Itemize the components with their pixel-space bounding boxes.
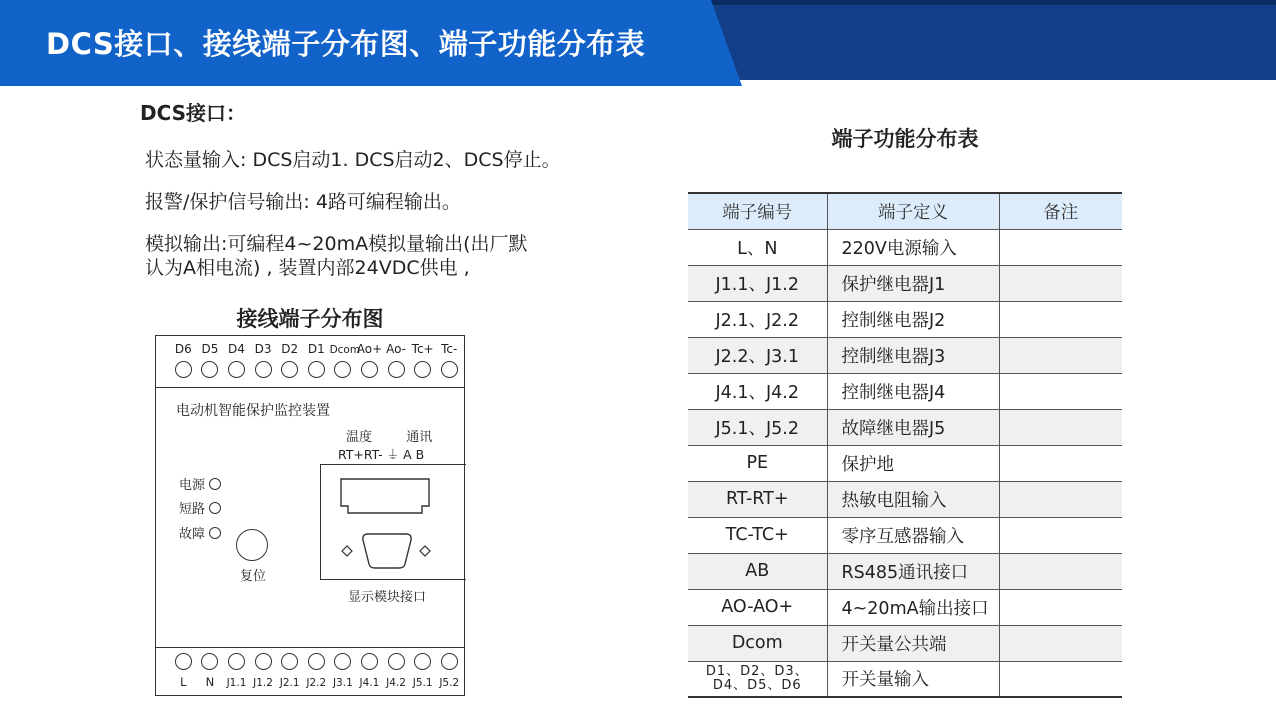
bottom-terminal-slot	[356, 653, 383, 674]
top-terminal-slot	[303, 361, 330, 382]
led-short-indicator	[209, 502, 221, 514]
top-terminal-slot	[223, 361, 250, 382]
cell-terminal-def: 开关量输入	[827, 661, 999, 697]
temp-label: 温度	[346, 430, 373, 445]
ab-label: A B	[403, 447, 425, 462]
led-short	[179, 498, 221, 517]
top-terminal-slot	[197, 361, 224, 382]
cell-terminal-id: J1.1、J1.2	[688, 265, 827, 301]
terminal-screw-icon	[334, 653, 351, 670]
analog-output-line2: 认为A相电流) , 装置内部24VDC供电 ,	[145, 257, 470, 279]
terminal-screw-icon	[441, 653, 458, 670]
bottom-terminal-slot	[250, 653, 277, 674]
terminal-screw-icon	[414, 361, 431, 378]
table-row	[688, 589, 1122, 625]
led-fault-label: 故障	[179, 527, 206, 542]
terminal-screw-icon	[255, 361, 272, 378]
led-power-label: 电源	[179, 478, 206, 493]
terminal-screw-icon	[388, 653, 405, 670]
header-note: 备注	[999, 193, 1122, 229]
bottom-terminal-label: L	[180, 675, 187, 689]
cell-terminal-id: PE	[688, 445, 827, 481]
top-terminal-label: Ao-	[386, 342, 406, 356]
bottom-terminal-label: J3.1	[332, 677, 353, 689]
cell-id-line2: D4、D5、D6	[712, 677, 802, 693]
cell-terminal-def: RS485通讯接口	[827, 553, 999, 589]
top-terminal-slot	[436, 361, 463, 382]
table-row	[688, 301, 1122, 337]
rt-label: RT+RT- ⏚	[338, 447, 400, 462]
bottom-terminal-slot	[330, 653, 357, 674]
terminal-screw-icon	[414, 653, 431, 670]
top-terminal-slot	[409, 361, 436, 382]
table-row	[688, 481, 1122, 517]
cell-terminal-def: 控制继电器J3	[827, 337, 999, 373]
top-terminal-strip	[156, 336, 464, 388]
table-title: 端子功能分布表	[831, 127, 979, 151]
cell-terminal-def: 零序互感器输入	[827, 517, 999, 553]
bottom-terminal-circles	[170, 653, 463, 674]
cell-terminal-def: 控制继电器J2	[827, 301, 999, 337]
cell-terminal-def: 开关量公共端	[827, 625, 999, 661]
table-header-row	[688, 193, 1122, 229]
bottom-terminal-label: J5.1	[412, 677, 433, 689]
cell-terminal-id: L、N	[688, 229, 827, 265]
cell-note	[999, 409, 1122, 445]
cell-terminal-id	[688, 661, 827, 697]
bottom-terminal-label: J5.2	[439, 677, 460, 689]
bottom-terminal-label: N	[205, 675, 215, 689]
terminal-screw-icon	[334, 361, 351, 378]
led-power-indicator	[209, 478, 221, 490]
reset-label: 复位	[240, 569, 267, 584]
top-terminal-slot	[250, 361, 277, 382]
cell-terminal-def: 热敏电阻输入	[827, 481, 999, 517]
led-power	[179, 474, 221, 493]
terminal-screw-icon	[255, 653, 272, 670]
bottom-terminal-label: J2.2	[306, 677, 327, 689]
cell-note	[999, 625, 1122, 661]
terminal-screw-icon	[228, 361, 245, 378]
table-row	[688, 265, 1122, 301]
cell-note	[999, 553, 1122, 589]
cell-terminal-def: 保护继电器J1	[827, 265, 999, 301]
top-terminal-label: Dcom	[329, 344, 361, 356]
terminal-screw-icon	[281, 653, 298, 670]
bottom-terminal-slot	[170, 653, 197, 674]
table-row	[688, 445, 1122, 481]
cell-terminal-id: AO-AO+	[688, 589, 827, 625]
top-terminal-label: D3	[254, 342, 272, 356]
temp-comm-labels	[346, 426, 432, 445]
header-terminal-def: 端子定义	[827, 193, 999, 229]
top-terminal-slot	[330, 361, 357, 382]
cell-note	[999, 661, 1122, 697]
top-terminal-circles	[170, 361, 463, 382]
terminal-screw-icon	[201, 653, 218, 670]
cell-terminal-def: 220V电源输入	[827, 229, 999, 265]
bottom-terminal-label: J2.1	[279, 677, 300, 689]
rt-ab-labels	[338, 445, 424, 463]
cell-terminal-def: 4~20mA输出接口	[827, 589, 999, 625]
display-interface-label: 显示模块接口	[348, 590, 427, 605]
table-row	[688, 373, 1122, 409]
bottom-terminal-slot	[436, 653, 463, 674]
cell-terminal-id: J5.1、J5.2	[688, 409, 827, 445]
bottom-terminal-strip	[156, 647, 464, 695]
alarm-output-text: 报警/保护信号输出: 4路可编程输出。	[145, 191, 461, 213]
connector-icon	[340, 478, 430, 514]
bottom-terminal-labels	[170, 675, 463, 689]
top-terminal-label: D1	[307, 342, 325, 356]
cell-note	[999, 517, 1122, 553]
terminal-screw-icon	[441, 361, 458, 378]
table-row	[688, 625, 1122, 661]
bottom-terminal-slot	[223, 653, 250, 674]
cell-note	[999, 481, 1122, 517]
table-row	[688, 409, 1122, 445]
cell-note	[999, 589, 1122, 625]
terminal-function-table	[688, 192, 1122, 698]
bottom-terminal-slot	[409, 653, 436, 674]
cell-terminal-id: J2.2、J3.1	[688, 337, 827, 373]
terminal-diagram	[155, 335, 465, 696]
bottom-terminal-slot	[197, 653, 224, 674]
comm-label: 通讯	[406, 430, 433, 445]
terminal-screw-icon	[228, 653, 245, 670]
terminal-screw-icon	[281, 361, 298, 378]
led-fault-indicator	[209, 527, 221, 539]
top-terminal-slot	[170, 361, 197, 382]
top-terminal-labels	[170, 342, 463, 356]
cell-note	[999, 265, 1122, 301]
table-row	[688, 553, 1122, 589]
cell-terminal-def: 控制继电器J4	[827, 373, 999, 409]
led-fault	[179, 523, 221, 542]
cell-terminal-id: TC-TC+	[688, 517, 827, 553]
cell-terminal-def: 保护地	[827, 445, 999, 481]
terminal-screw-icon	[308, 361, 325, 378]
bottom-terminal-slot	[303, 653, 330, 674]
terminal-screw-icon	[388, 361, 405, 378]
top-terminal-label: D4	[228, 342, 245, 356]
bottom-terminal-label: J1.2	[253, 677, 273, 689]
top-terminal-slot	[383, 361, 410, 382]
analog-output-text	[145, 232, 585, 280]
top-terminal-label: Tc-	[441, 342, 458, 356]
top-terminal-slot	[356, 361, 383, 382]
page-title: DCS接口、接线端子分布图、端子功能分布表	[46, 27, 646, 61]
cell-note	[999, 373, 1122, 409]
bottom-terminal-label: J4.2	[386, 677, 406, 689]
cell-terminal-id: Dcom	[688, 625, 827, 661]
status-input-text: 状态量输入: DCS启动1. DCS启动2、DCS停止。	[145, 149, 561, 171]
cell-note	[999, 445, 1122, 481]
cell-id-line1: D1、D2、D3、	[705, 663, 809, 679]
cell-note	[999, 337, 1122, 373]
top-terminal-label: Ao+	[356, 342, 383, 356]
top-terminal-slot	[276, 361, 303, 382]
reset-button	[236, 529, 268, 561]
table-row	[688, 337, 1122, 373]
top-terminal-label: D2	[281, 342, 299, 356]
bottom-terminal-label: J1.1	[226, 677, 247, 689]
terminal-screw-icon	[175, 653, 192, 670]
bottom-terminal-label: J4.1	[359, 677, 380, 689]
bottom-terminal-slot	[383, 653, 410, 674]
banner-dark-band	[700, 0, 1276, 80]
cell-terminal-id: J2.1、J2.2	[688, 301, 827, 337]
top-terminal-label: Tc+	[411, 342, 434, 356]
table-row	[688, 661, 1122, 697]
terminal-screw-icon	[308, 653, 325, 670]
cell-terminal-def: 故障继电器J5	[827, 409, 999, 445]
top-terminal-label: D6	[174, 342, 192, 356]
table-row	[688, 229, 1122, 265]
header-terminal-id: 端子编号	[688, 193, 827, 229]
cell-terminal-id: J4.1、J4.2	[688, 373, 827, 409]
diagram-title: 接线端子分布图	[236, 307, 384, 331]
device-name: 电动机智能保护监控装置	[176, 403, 330, 419]
terminal-screw-icon	[361, 361, 378, 378]
terminal-screw-icon	[201, 361, 218, 378]
db9-port-icon	[338, 531, 434, 571]
cell-note	[999, 229, 1122, 265]
cell-terminal-id: RT-RT+	[688, 481, 827, 517]
terminal-screw-icon	[361, 653, 378, 670]
cell-note	[999, 301, 1122, 337]
analog-output-line1: 模拟输出:可编程4~20mA模拟量输出(出厂默	[145, 233, 528, 255]
dcs-interface-heading: DCS接口：	[140, 101, 247, 125]
table-row	[688, 517, 1122, 553]
top-terminal-label: D5	[201, 342, 219, 356]
cell-terminal-id: AB	[688, 553, 827, 589]
bottom-terminal-slot	[276, 653, 303, 674]
led-short-label: 短路	[179, 502, 206, 517]
terminal-screw-icon	[175, 361, 192, 378]
